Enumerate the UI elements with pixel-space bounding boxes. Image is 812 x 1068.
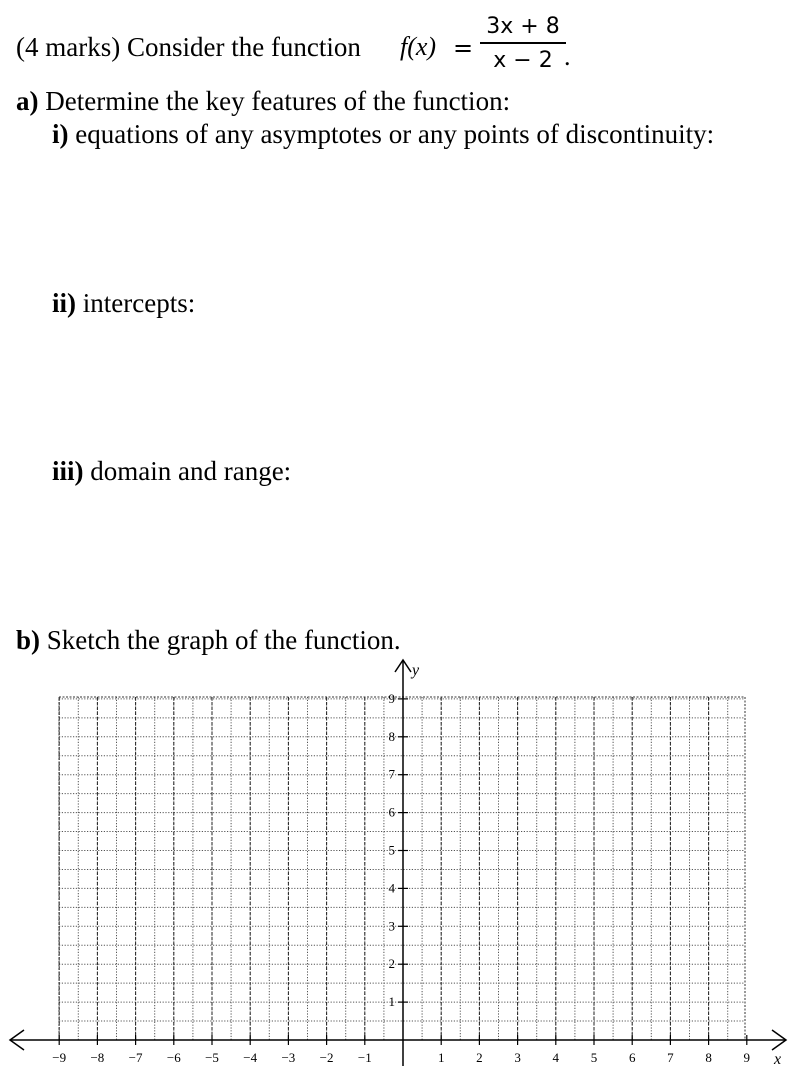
x-tick-label: −8	[90, 1050, 105, 1065]
y-tick-label: 1	[388, 994, 395, 1010]
part-a-item-ii	[52, 290, 195, 317]
x-tick-label: −3	[281, 1050, 296, 1065]
x-tick-label: 4	[552, 1050, 560, 1065]
y-axis-arrow	[395, 660, 411, 672]
x-tick-label: 6	[628, 1050, 636, 1065]
x-axis-left-arrow	[10, 1030, 24, 1050]
item-label: i)	[52, 119, 69, 149]
function-fraction	[480, 14, 566, 73]
item-text: domain and range:	[90, 456, 292, 486]
x-tick-label: −1	[357, 1050, 372, 1065]
x-tick-label: −4	[243, 1050, 258, 1065]
x-tick-label: 5	[590, 1050, 598, 1065]
x-tick-label: −5	[205, 1050, 219, 1065]
part-b-heading	[16, 627, 401, 654]
x-tick-label: 9	[743, 1050, 751, 1065]
grid-border	[59, 697, 745, 1040]
x-tick-label: −6	[166, 1050, 181, 1065]
y-tick-label: 6	[388, 804, 395, 820]
item-label: ii)	[52, 288, 76, 318]
item-text: intercepts:	[82, 288, 196, 318]
part-a-item-iii	[52, 458, 291, 485]
x-tick-label: 1	[437, 1050, 445, 1065]
part-a-label: a)	[16, 86, 39, 116]
part-a-heading	[16, 88, 510, 115]
x-tick-label: 7	[667, 1050, 674, 1065]
x-axis-right-arrow	[772, 1030, 786, 1050]
part-b-label: b)	[16, 625, 41, 655]
equals-sign: =	[453, 34, 474, 62]
y-tick-label: 4	[388, 880, 395, 896]
y-tick-label: 2	[388, 956, 395, 972]
fraction-numerator: 3x + 8	[486, 14, 560, 39]
part-a-item-i	[52, 121, 714, 148]
x-tick-label: 8	[705, 1050, 712, 1065]
x-tick-label: −2	[319, 1050, 334, 1065]
sentence-period: .	[564, 42, 571, 71]
x-tick-label: 2	[476, 1050, 483, 1065]
fraction-bar	[480, 42, 566, 44]
y-tick-label: 8	[388, 728, 395, 744]
item-label: iii)	[52, 456, 84, 486]
function-name: f(x)	[400, 32, 437, 61]
marks-text: (4 marks) Consider the function	[16, 32, 361, 62]
x-axis-label: x	[774, 1051, 782, 1068]
part-a-text: Determine the key features of the function:	[45, 86, 511, 116]
question-intro	[16, 34, 361, 61]
item-text: equations of any asymptotes or any points of discontinuity:	[75, 119, 715, 149]
y-tick-label: 7	[388, 766, 395, 782]
y-tick-label: 9	[388, 690, 395, 706]
y-tick-label: 3	[388, 918, 395, 934]
x-tick-label: −7	[128, 1050, 143, 1065]
part-b-text: Sketch the graph of the function.	[46, 625, 401, 655]
y-tick-label: 5	[388, 842, 395, 858]
x-tick-label: −9	[52, 1050, 67, 1065]
y-axis-label: y	[412, 662, 420, 679]
x-tick-label: 3	[514, 1050, 521, 1065]
fraction-denominator: x − 2	[493, 48, 553, 73]
